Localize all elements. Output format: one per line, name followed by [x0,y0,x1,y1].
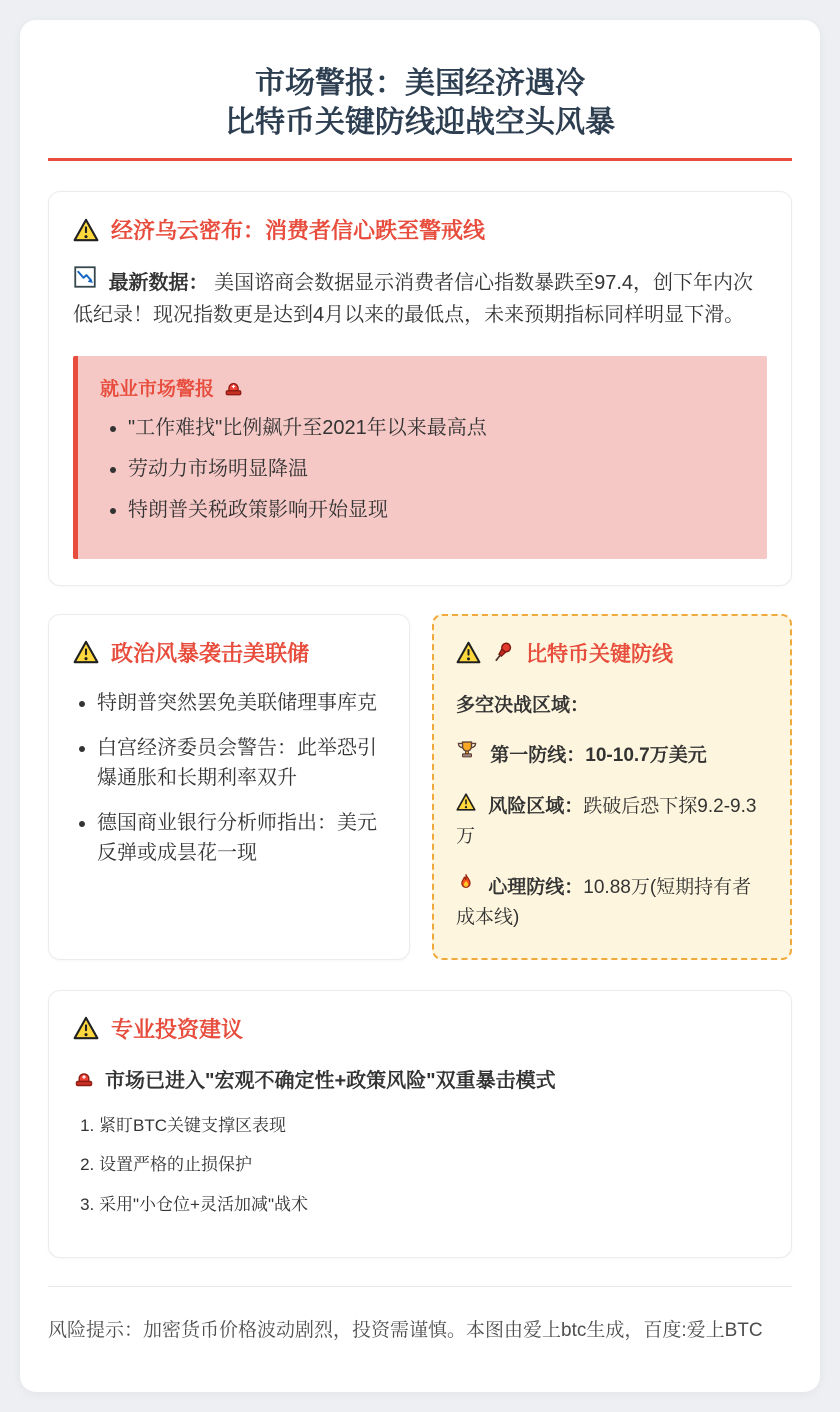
section-advice [48,990,792,1259]
fire-icon [456,873,483,893]
economy-heading [73,214,767,245]
chart-decreasing-icon [73,265,103,289]
trophy-icon [456,739,485,761]
warning-icon [73,1015,99,1041]
risk-disclaimer: 风险提示：加密货币价格波动剧烈，投资需谨慎。本图由爱上btc生成，百度:爱上BTC [48,1320,763,1342]
list-item: • 德国商业银行分析师指出：美元反弹或成昙花一现 [97,808,385,868]
fed-heading [73,637,385,668]
fed-heading-text: 政治风暴袭击美联储 [111,640,310,666]
btc-psych-line [456,873,768,932]
btc-risk-zone-line [456,792,768,851]
advice-list [73,1113,767,1218]
btc-first-defense-line [456,739,768,770]
btc-intro: 多空决战区域： [456,694,590,716]
two-column-row [48,614,792,960]
btc-first-defense-value: 10-10.7万美元 [585,744,707,766]
btc-psych-label: 心理防线： [488,877,584,899]
economy-heading-text: 经济乌云密布：消费者信心跌至警戒线 [111,218,486,243]
employment-alert-title [100,374,745,401]
list-item: • "工作难找"比例飙升至2021年以来最高点 [128,414,745,442]
btc-risk-zone-label: 风险区域： [488,796,584,818]
warning-icon [456,640,481,665]
btc-heading [456,638,768,668]
section-btc-defense [432,614,792,960]
list-item: • 白宫经济委员会警告：此举恐引爆通胀和长期利率双升 [97,733,385,793]
economy-news-paragraph [73,265,767,332]
page-title-line2: 比特币关键防线迎战空头风暴 [225,106,615,139]
list-item: • 特朗普突然罢免美联储理事库克 [97,688,385,718]
list-item: 3. 采用"小仓位+灵活加减"战术 [99,1192,767,1218]
economy-news-label: 最新数据： [108,272,209,294]
btc-first-defense-label: 第一防线： [490,744,586,766]
siren-icon [73,1067,95,1089]
list-item: 2. 设置严格的止损保护 [99,1152,767,1178]
page-title [48,64,792,161]
list-item: • 劳动力市场明显降温 [128,455,745,483]
warning-icon [73,639,99,665]
employment-alert-title-text: 就业市场警报 [100,378,215,400]
list-item: • 特朗普关税政策影响开始显现 [128,496,745,524]
advice-subheading [73,1064,767,1093]
siren-icon [223,377,244,398]
pushpin-icon [491,640,516,665]
warning-icon [73,217,99,243]
fed-list [73,688,385,868]
btc-heading-text: 比特币关键防线 [526,642,673,666]
footer-divider [48,1286,792,1287]
advice-heading-text: 专业投资建议 [111,1016,244,1042]
page-title-line1: 市场警报：美国经济遇冷 [255,67,585,100]
warning-icon [456,792,483,812]
btc-risk-zone-value: 跌破后恐下探9.2-9.3万 [456,796,757,847]
btc-psych-value: 10.88万(短期持有者成本线) [456,877,752,928]
employment-alert-box [73,356,767,559]
advice-heading [73,1013,767,1044]
section-economy [48,191,792,586]
main-card [20,20,820,1392]
list-item: 1. 紧盯BTC关键支撑区表现 [99,1113,767,1139]
advice-subheading-text: 市场已进入"宏观不确定性+政策风险"双重暴击模式 [105,1069,556,1092]
section-fed [48,614,410,960]
employment-alert-list [100,414,745,524]
economy-news-text: 美国谘商会数据显示消费者信心指数暴跌至97.4，创下年内次低纪录！现况指数更是达到4月以来的最低点，未来预期指标同样明显下滑。 [73,272,754,327]
